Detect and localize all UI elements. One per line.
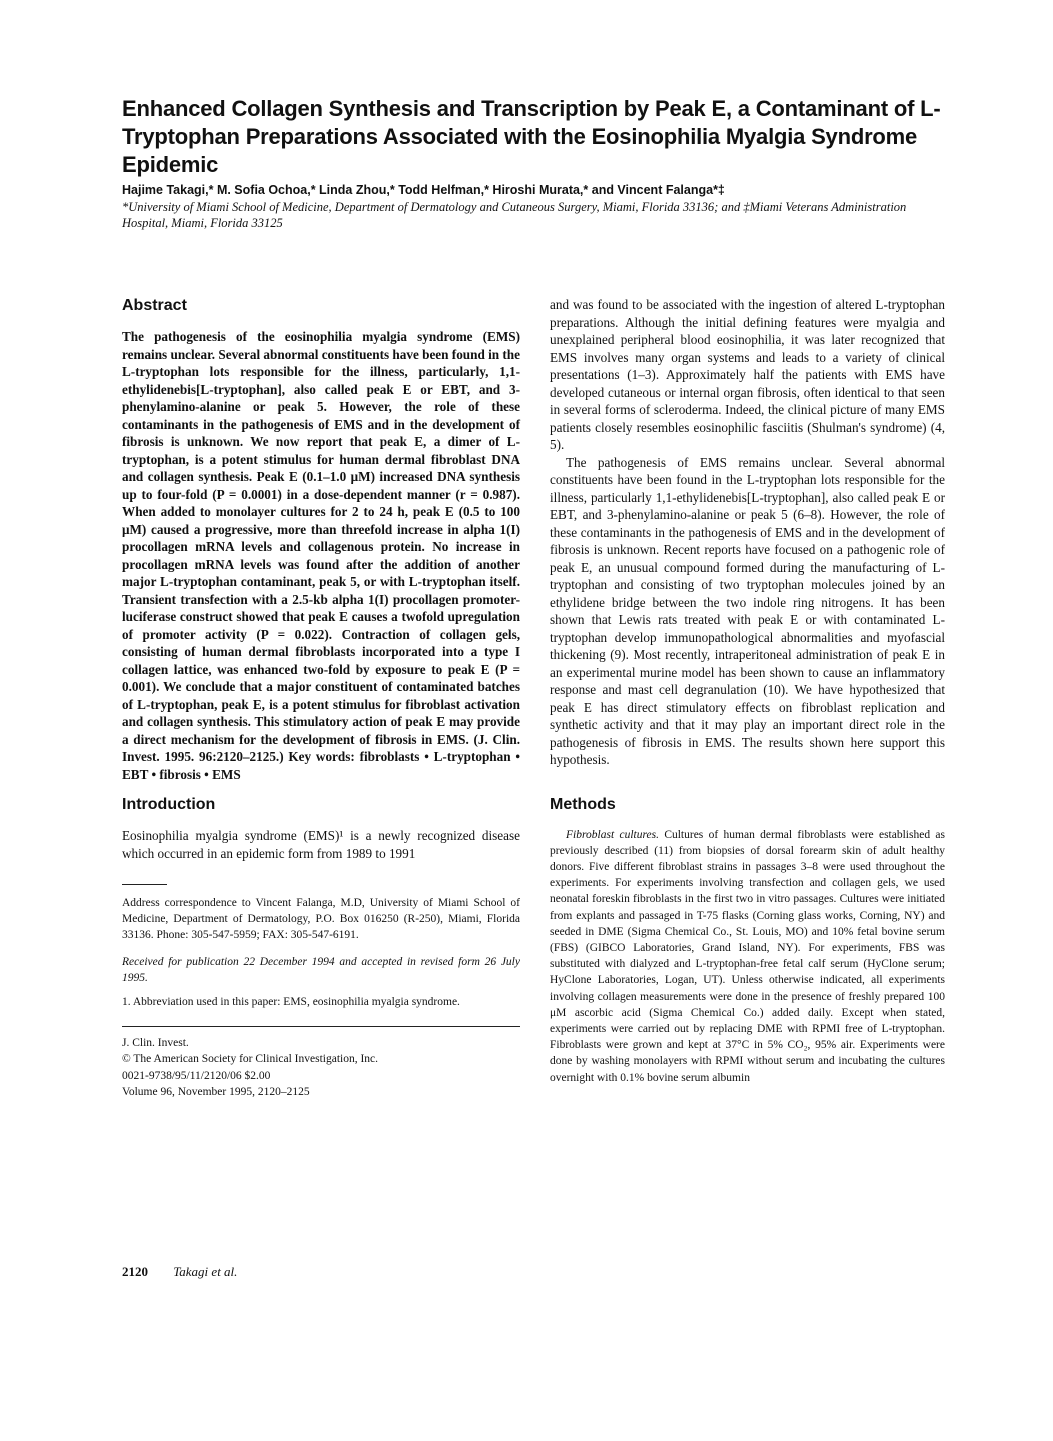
volume-line: Volume 96, November 1995, 2120–2125: [122, 1085, 310, 1098]
author-affiliation: *University of Miami School of Medicine, Department of Dermatology and Cutaneous Surgery, Miami, Florida 33136; and ‡Miami Veterans Administration Hospital, Miami, Florida 33125: [122, 200, 907, 230]
left-column: [122, 296, 520, 1100]
copyright-line: © The American Society for Clinical Investigation, Inc.: [122, 1053, 379, 1066]
methods-heading: Methods: [550, 795, 616, 813]
correspondence-note: Address correspondence to Vincent Falanga, M.D, University of Miami School of Medicine, Department of Dermatology, P.O. Box 016250 (R-250), Miami, Florida 33136. Phone: 305-547-5959; FAX: 305-547-6191.: [122, 897, 520, 942]
issn-line: 0021-9738/95/11/2120/06 $2.00: [122, 1069, 271, 1082]
abstract-heading: Abstract: [122, 297, 187, 314]
methods-subheading: Fibroblast cultures.: [566, 828, 659, 841]
footnotes: [122, 895, 520, 1010]
introduction-text: Eosinophilia myalgia syndrome (EMS)¹ is a newly recognized disease which occurred in an epidemic form from 1989 to 1991: [122, 828, 520, 861]
received-note: Received for publication 22 December 1994 and accepted in revised form 26 July 1995.: [122, 955, 520, 984]
running-head: Takagi et al.: [173, 1264, 238, 1279]
author-list: Hajime Takagi,* M. Sofia Ochoa,* Linda Zhou,* Todd Helfman,* Hiroshi Murata,* and Vincent Falanga*‡: [122, 183, 725, 197]
methods-text: Cultures of human dermal fibroblasts were established as previously described (11) from biopsies of dorsal forearm skin of adult healthy donors. Five different fibroblast strains in passages 3–8 were used throughout the experiments. For experiments involving transfection and collagen gels, we used neonatal foreskin fibroblasts in the first two in vitro passages. Cultures were initiated from explants and passaged in T-75 flasks (Corning glass works, Corning, NY) and seeded in DME (Sigma Chemical Co., St. Louis, MO) and 10% fetal bovine serum (FBS) (GIBCO Laboratories, Grand Island, NY). For experiments, FBS was substituted with dialyzed and L-tryptophan-free fetal calf serum (HyClone serum; HyClone Laboratories, Logan, UT). Unless otherwise indicated, all experiments involving collagen measurements were done in the presence of freshly prepared 100 μM ascorbic acid (Sigma Chemical Co.) added daily. Except when stated, experiments were carried out by replacing DME with RPMI free of L-tryptophan. Fibroblasts were grown and kept at 37°C in 5% CO₂, 95% air. Experiments were done by washing monolayers with RPMI without serum and incubating the cultures overnight with 0.1% bovine serum albumin: [550, 828, 945, 1084]
intro-continuation-paragraph: and was found to be associated with the ingestion of altered L-tryptophan preparations. Although the initial defining features were myalgia and unexplained peripheral blood eosinophilia, it was later recognized that EMS involves many organ systems and leads to a variety of clinical presentations (1–3). Approximately half the patients with EMS have developed cutaneous or internal organ fibrosis, often identical to that seen in several forms of scleroderma. Indeed, the clinical picture of many EMS patients closely resembles eosinophilic fasciitis (Shulman's syndrome) (4, 5).: [550, 297, 945, 452]
right-column: [550, 296, 945, 1086]
abstract-text: The pathogenesis of the eosinophilia myalgia syndrome (EMS) remains unclear. Several abnormal constituents have been found in the L-tryptophan lots responsible for the illness, particularly, 1,1-ethylidenebis[L-tryptophan], also called peak E or EBT, and 3-phenylamino-alanine or peak 5. However, the role of these contaminants in the pathogenesis of EMS and in the development of fibrosis is unknown. We now report that peak E, a dimer of L-tryptophan, is a potent stimulus for human dermal fibroblast DNA and collagen synthesis. Peak E (0.1–1.0 μM) increased DNA synthesis up to four-fold (P = 0.0001) in a dose-dependent manner (r = 0.987). When added to monolayer cultures for 2 to 24 h, peak E (0.5 to 100 μM) caused a progressive, more than threefold increase in alpha 1(I) procollagen mRNA levels and collagenous protein. No increase in procollagen mRNA levels was found after the addition of another major L-tryptophan contaminant, peak 5, or with L-tryptophan itself. Transient transfection with a 2.5-kb alpha 1(I) procollagen promoter-luciferase construct showed that peak E causes a twofold upregulation of promoter activity (P = 0.022). Contraction of collagen gels, consisting of human dermal fibroblasts incorporated into a type I collagen lattice, was enhanced two-fold by exposure to peak E (P = 0.001). We conclude that a major constituent of contaminated batches of L-tryptophan, peak E, is a potent stimulus for fibroblast activation and collagen synthesis. This stimulatory action of peak E may provide a direct mechanism for the development of fibrosis in EMS. (J. Clin. Invest. 1995. 96:2120–2125.) Key words: fibroblasts • L-tryptophan • EBT • fibrosis • EMS: [122, 329, 520, 782]
abbreviation-note: 1. Abbreviation used in this paper: EMS, eosinophilia myalgia syndrome.: [122, 996, 460, 1009]
journal-info: [122, 1035, 520, 1100]
pathogenesis-paragraph: The pathogenesis of EMS remains unclear. Several abnormal constituents have been found in the L-tryptophan lots responsible for the illness, particularly 1,1-ethylidenebis[L-tryptophan], also called peak E or EBT, and 3-phenylamino-alanine or peak 5 (6–8). However, the role of these contaminants in the pathogenesis of EMS and in the development of fibrosis is unknown. Recent reports have focused on a pathogenic role of peak E, an unusual compound formed during the manufacturing of L-tryptophan and consisting of two tryptophan molecules joined by an ethylidene bridge between the two indole ring nitrogens. It has been shown that Lewis rats treated with peak E or with contaminated L-tryptophan develop immunopathological abnormalities and myofascial thickening (9). Most recently, intraperitoneal administration of peak E in an experimental murine model has been shown to cause an inflammatory response and mast cell degranulation (10). We have hypothesized that peak E has direct stimulatory effects on fibroblast replication and synthetic activity and that it may play an important direct role in the pathogenesis of fibrosis in EMS. The results shown here support this hypothesis.: [550, 454, 945, 767]
page-number: 2120: [122, 1264, 148, 1279]
journal-name: J. Clin. Invest.: [122, 1037, 189, 1050]
page-footer: [122, 1264, 237, 1280]
footnote-divider: [122, 884, 167, 885]
journal-info-divider: [122, 1026, 520, 1027]
article-title: Enhanced Collagen Synthesis and Transcription by Peak E, a Contaminant of L-Tryptophan Preparations Associated with the Eosinophilia Myalgia Syndrome Epidemic: [122, 96, 941, 177]
introduction-heading: Introduction: [122, 796, 216, 813]
methods-paragraph: [550, 827, 945, 1086]
